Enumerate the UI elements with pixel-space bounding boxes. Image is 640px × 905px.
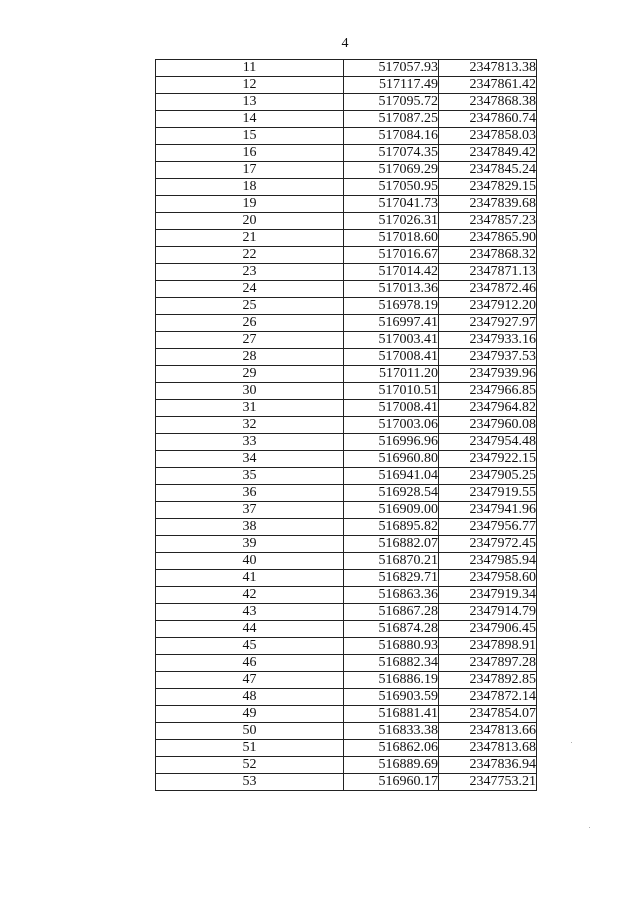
point-number-cell: 12 [156, 77, 344, 94]
x-coordinate-cell: 517013.36 [344, 281, 439, 298]
table-row [156, 349, 537, 366]
x-coordinate-cell: 517016.67 [344, 247, 439, 264]
x-coordinate-cell: 517003.06 [344, 417, 439, 434]
point-number-cell: 28 [156, 349, 344, 366]
x-coordinate-cell: 517041.73 [344, 196, 439, 213]
point-number-cell: 18 [156, 179, 344, 196]
table-row [156, 179, 537, 196]
x-coordinate-cell: 517003.41 [344, 332, 439, 349]
x-coordinate-cell: 517026.31 [344, 213, 439, 230]
x-coordinate-cell: 517074.35 [344, 145, 439, 162]
point-number-cell: 51 [156, 740, 344, 757]
page-number: 4 [341, 36, 349, 51]
point-number-cell: 22 [156, 247, 344, 264]
x-coordinate-cell: 516895.82 [344, 519, 439, 536]
table-row [156, 638, 537, 655]
y-coordinate-cell: 2347906.45 [439, 621, 537, 638]
point-number-cell: 27 [156, 332, 344, 349]
point-number-cell: 53 [156, 774, 344, 791]
table-row [156, 60, 537, 77]
table-row [156, 315, 537, 332]
y-coordinate-cell: 2347753.21 [439, 774, 537, 791]
table-row [156, 128, 537, 145]
point-number-cell: 15 [156, 128, 344, 145]
table-row [156, 536, 537, 553]
y-coordinate-cell: 2347912.20 [439, 298, 537, 315]
point-number-cell: 40 [156, 553, 344, 570]
point-number-cell: 52 [156, 757, 344, 774]
table-row [156, 689, 537, 706]
y-coordinate-cell: 2347813.68 [439, 740, 537, 757]
x-coordinate-cell: 517087.25 [344, 111, 439, 128]
y-coordinate-cell: 2347954.48 [439, 434, 537, 451]
table-row [156, 434, 537, 451]
table-row [156, 366, 537, 383]
y-coordinate-cell: 2347985.94 [439, 553, 537, 570]
point-number-cell: 39 [156, 536, 344, 553]
x-coordinate-cell: 516874.28 [344, 621, 439, 638]
x-coordinate-cell: 517095.72 [344, 94, 439, 111]
x-coordinate-cell: 516881.41 [344, 706, 439, 723]
point-number-cell: 41 [156, 570, 344, 587]
x-coordinate-cell: 516870.21 [344, 553, 439, 570]
point-number-cell: 43 [156, 604, 344, 621]
table-row [156, 723, 537, 740]
point-number-cell: 38 [156, 519, 344, 536]
point-number-cell: 36 [156, 485, 344, 502]
table-row [156, 213, 537, 230]
table-row [156, 706, 537, 723]
point-number-cell: 35 [156, 468, 344, 485]
x-coordinate-cell: 517057.93 [344, 60, 439, 77]
y-coordinate-cell: 2347836.94 [439, 757, 537, 774]
table-row [156, 196, 537, 213]
table-row [156, 570, 537, 587]
point-number-cell: 50 [156, 723, 344, 740]
y-coordinate-cell: 2347941.96 [439, 502, 537, 519]
table-row [156, 604, 537, 621]
x-coordinate-cell: 516833.38 [344, 723, 439, 740]
y-coordinate-cell: 2347861.42 [439, 77, 537, 94]
point-number-cell: 20 [156, 213, 344, 230]
table-row [156, 230, 537, 247]
y-coordinate-cell: 2347829.15 [439, 179, 537, 196]
y-coordinate-cell: 2347813.38 [439, 60, 537, 77]
y-coordinate-cell: 2347897.28 [439, 655, 537, 672]
table-row [156, 502, 537, 519]
x-coordinate-cell: 516862.06 [344, 740, 439, 757]
point-number-cell: 21 [156, 230, 344, 247]
y-coordinate-cell: 2347919.55 [439, 485, 537, 502]
point-number-cell: 47 [156, 672, 344, 689]
y-coordinate-cell: 2347872.46 [439, 281, 537, 298]
point-number-cell: 19 [156, 196, 344, 213]
y-coordinate-cell: 2347849.42 [439, 145, 537, 162]
y-coordinate-cell: 2347839.68 [439, 196, 537, 213]
coordinates-table [155, 59, 537, 791]
y-coordinate-cell: 2347933.16 [439, 332, 537, 349]
table-row [156, 655, 537, 672]
y-coordinate-cell: 2347898.91 [439, 638, 537, 655]
x-coordinate-cell: 517050.95 [344, 179, 439, 196]
x-coordinate-cell: 516978.19 [344, 298, 439, 315]
x-coordinate-cell: 517008.41 [344, 349, 439, 366]
y-coordinate-cell: 2347871.13 [439, 264, 537, 281]
x-coordinate-cell: 517069.29 [344, 162, 439, 179]
x-coordinate-cell: 516996.96 [344, 434, 439, 451]
table-row [156, 77, 537, 94]
point-number-cell: 25 [156, 298, 344, 315]
scan-speck [571, 742, 572, 743]
point-number-cell: 13 [156, 94, 344, 111]
scan-speck [589, 827, 590, 828]
x-coordinate-cell: 517084.16 [344, 128, 439, 145]
coordinates-table-body [156, 60, 537, 791]
point-number-cell: 23 [156, 264, 344, 281]
table-row [156, 519, 537, 536]
point-number-cell: 14 [156, 111, 344, 128]
table-row [156, 145, 537, 162]
x-coordinate-cell: 516829.71 [344, 570, 439, 587]
x-coordinate-cell: 517018.60 [344, 230, 439, 247]
y-coordinate-cell: 2347858.03 [439, 128, 537, 145]
table-row [156, 757, 537, 774]
table-row [156, 383, 537, 400]
y-coordinate-cell: 2347956.77 [439, 519, 537, 536]
table-row [156, 621, 537, 638]
y-coordinate-cell: 2347939.96 [439, 366, 537, 383]
x-coordinate-cell: 517117.49 [344, 77, 439, 94]
y-coordinate-cell: 2347919.34 [439, 587, 537, 604]
point-number-cell: 37 [156, 502, 344, 519]
point-number-cell: 45 [156, 638, 344, 655]
y-coordinate-cell: 2347905.25 [439, 468, 537, 485]
y-coordinate-cell: 2347865.90 [439, 230, 537, 247]
table-row [156, 281, 537, 298]
point-number-cell: 16 [156, 145, 344, 162]
point-number-cell: 32 [156, 417, 344, 434]
point-number-cell: 31 [156, 400, 344, 417]
y-coordinate-cell: 2347872.14 [439, 689, 537, 706]
x-coordinate-cell: 516882.07 [344, 536, 439, 553]
y-coordinate-cell: 2347845.24 [439, 162, 537, 179]
point-number-cell: 42 [156, 587, 344, 604]
x-coordinate-cell: 516997.41 [344, 315, 439, 332]
table-row [156, 468, 537, 485]
table-row [156, 451, 537, 468]
y-coordinate-cell: 2347937.53 [439, 349, 537, 366]
x-coordinate-cell: 516863.36 [344, 587, 439, 604]
point-number-cell: 24 [156, 281, 344, 298]
table-row [156, 672, 537, 689]
table-row [156, 247, 537, 264]
x-coordinate-cell: 516909.00 [344, 502, 439, 519]
y-coordinate-cell: 2347854.07 [439, 706, 537, 723]
point-number-cell: 46 [156, 655, 344, 672]
table-row [156, 587, 537, 604]
y-coordinate-cell: 2347860.74 [439, 111, 537, 128]
y-coordinate-cell: 2347964.82 [439, 400, 537, 417]
y-coordinate-cell: 2347813.66 [439, 723, 537, 740]
x-coordinate-cell: 517011.20 [344, 366, 439, 383]
point-number-cell: 29 [156, 366, 344, 383]
x-coordinate-cell: 517010.51 [344, 383, 439, 400]
y-coordinate-cell: 2347868.38 [439, 94, 537, 111]
x-coordinate-cell: 517014.42 [344, 264, 439, 281]
table-row [156, 332, 537, 349]
point-number-cell: 48 [156, 689, 344, 706]
y-coordinate-cell: 2347927.97 [439, 315, 537, 332]
y-coordinate-cell: 2347972.45 [439, 536, 537, 553]
x-coordinate-cell: 516960.17 [344, 774, 439, 791]
point-number-cell: 17 [156, 162, 344, 179]
point-number-cell: 26 [156, 315, 344, 332]
x-coordinate-cell: 516882.34 [344, 655, 439, 672]
x-coordinate-cell: 517008.41 [344, 400, 439, 417]
x-coordinate-cell: 516941.04 [344, 468, 439, 485]
point-number-cell: 44 [156, 621, 344, 638]
table-row [156, 400, 537, 417]
y-coordinate-cell: 2347960.08 [439, 417, 537, 434]
point-number-cell: 49 [156, 706, 344, 723]
x-coordinate-cell: 516880.93 [344, 638, 439, 655]
x-coordinate-cell: 516867.28 [344, 604, 439, 621]
table-row [156, 264, 537, 281]
table-row [156, 162, 537, 179]
x-coordinate-cell: 516889.69 [344, 757, 439, 774]
point-number-cell: 11 [156, 60, 344, 77]
table-row [156, 774, 537, 791]
point-number-cell: 30 [156, 383, 344, 400]
y-coordinate-cell: 2347966.85 [439, 383, 537, 400]
y-coordinate-cell: 2347868.32 [439, 247, 537, 264]
x-coordinate-cell: 516903.59 [344, 689, 439, 706]
table-row [156, 94, 537, 111]
y-coordinate-cell: 2347958.60 [439, 570, 537, 587]
x-coordinate-cell: 516928.54 [344, 485, 439, 502]
y-coordinate-cell: 2347892.85 [439, 672, 537, 689]
y-coordinate-cell: 2347857.23 [439, 213, 537, 230]
table-row [156, 740, 537, 757]
x-coordinate-cell: 516886.19 [344, 672, 439, 689]
table-row [156, 111, 537, 128]
table-row [156, 417, 537, 434]
table-row [156, 298, 537, 315]
y-coordinate-cell: 2347922.15 [439, 451, 537, 468]
table-row [156, 553, 537, 570]
point-number-cell: 33 [156, 434, 344, 451]
x-coordinate-cell: 516960.80 [344, 451, 439, 468]
y-coordinate-cell: 2347914.79 [439, 604, 537, 621]
table-row [156, 485, 537, 502]
point-number-cell: 34 [156, 451, 344, 468]
